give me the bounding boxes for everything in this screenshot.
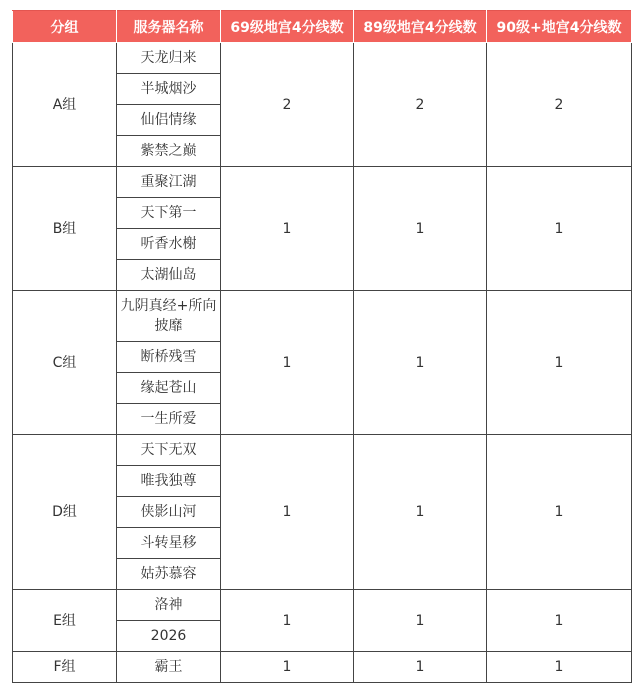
table-row	[13, 435, 632, 466]
server-name-cell: 姑苏慕容	[117, 559, 221, 590]
server-name-cell: 洛神	[117, 590, 221, 621]
group-name-cell: E组	[13, 590, 117, 652]
server-name-cell: 一生所爱	[117, 404, 221, 435]
lv69-count-cell: 1	[221, 167, 354, 291]
table-row	[13, 291, 632, 342]
server-name-cell: 斗转星移	[117, 528, 221, 559]
lv89-count-cell: 1	[354, 167, 487, 291]
lv90-count-cell: 1	[487, 435, 632, 590]
server-name-cell: 侠影山河	[117, 497, 221, 528]
lv69-count-cell: 1	[221, 291, 354, 435]
group-name-cell: D组	[13, 435, 117, 590]
server-name-cell: 仙侣情缘	[117, 105, 221, 136]
server-name-cell: 天下第一	[117, 198, 221, 229]
header-row	[13, 11, 632, 43]
lv89-count-cell: 1	[354, 590, 487, 652]
server-name-cell: 断桥残雪	[117, 342, 221, 373]
lv69-count-cell: 2	[221, 43, 354, 167]
lv90-count-cell: 1	[487, 291, 632, 435]
table-row	[13, 652, 632, 683]
server-name-cell: 2026	[117, 621, 221, 652]
table-row	[13, 167, 632, 198]
server-name-cell: 紫禁之巅	[117, 136, 221, 167]
server-name-cell: 天龙归来	[117, 43, 221, 74]
header-lv90-lines: 90级+地宫4分线数	[487, 11, 632, 43]
server-name-cell: 太湖仙岛	[117, 260, 221, 291]
lv90-count-cell: 1	[487, 590, 632, 652]
lv69-count-cell: 1	[221, 590, 354, 652]
server-name-cell: 唯我独尊	[117, 466, 221, 497]
lv69-count-cell: 1	[221, 435, 354, 590]
group-name-cell: F组	[13, 652, 117, 683]
server-name-cell: 九阴真经+所向披靡	[117, 291, 221, 342]
lv89-count-cell: 1	[354, 291, 487, 435]
lv89-count-cell: 1	[354, 435, 487, 590]
header-group: 分组	[13, 11, 117, 43]
header-lv89-lines: 89级地宫4分线数	[354, 11, 487, 43]
lv69-count-cell: 1	[221, 652, 354, 683]
lv89-count-cell: 2	[354, 43, 487, 167]
server-name-cell: 重聚江湖	[117, 167, 221, 198]
group-name-cell: C组	[13, 291, 117, 435]
server-name-cell: 缘起苍山	[117, 373, 221, 404]
lv90-count-cell: 2	[487, 43, 632, 167]
server-group-table	[12, 10, 632, 683]
table-row	[13, 43, 632, 74]
group-name-cell: A组	[13, 43, 117, 167]
table-row	[13, 590, 632, 621]
server-name-cell: 半城烟沙	[117, 74, 221, 105]
lv90-count-cell: 1	[487, 652, 632, 683]
table-body	[13, 43, 632, 683]
header-lv69-lines: 69级地宫4分线数	[221, 11, 354, 43]
lv90-count-cell: 1	[487, 167, 632, 291]
header-server-name: 服务器名称	[117, 11, 221, 43]
group-name-cell: B组	[13, 167, 117, 291]
server-name-cell: 天下无双	[117, 435, 221, 466]
server-name-cell: 听香水榭	[117, 229, 221, 260]
server-name-cell: 霸王	[117, 652, 221, 683]
lv89-count-cell: 1	[354, 652, 487, 683]
